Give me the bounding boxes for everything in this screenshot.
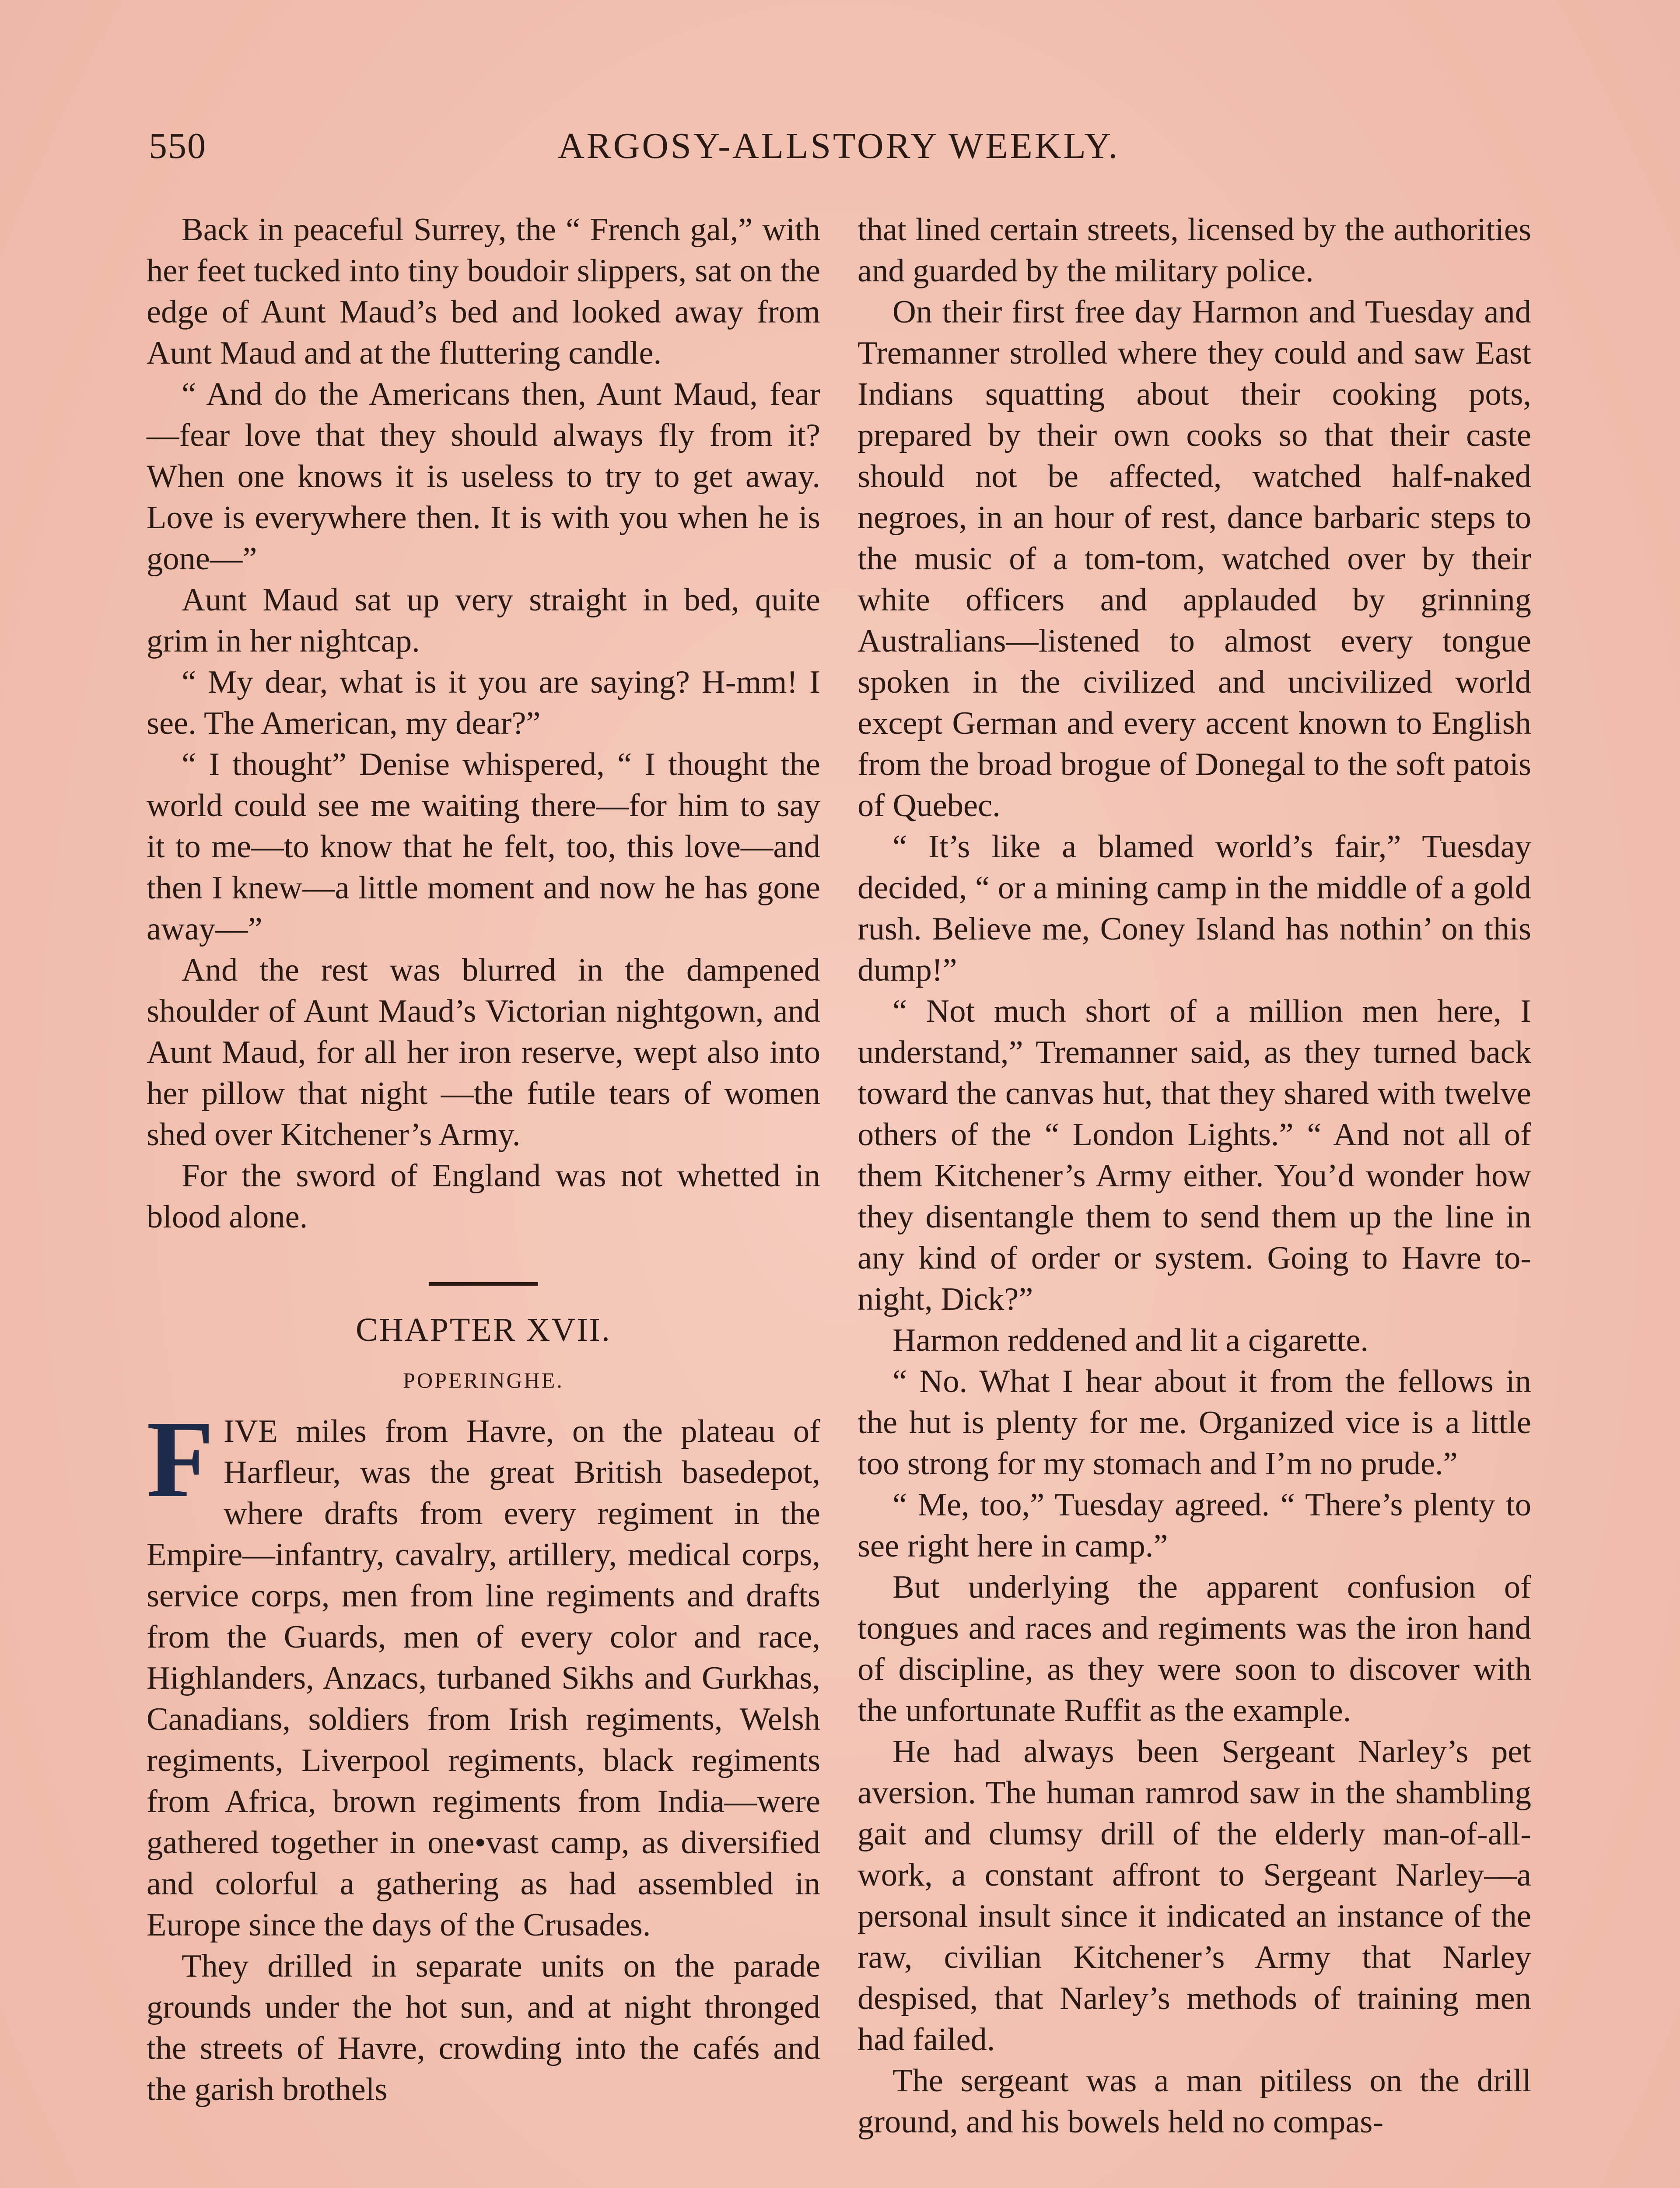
chapter-opening-paragraph — [147, 1398, 820, 1946]
paragraph: For the sword of England was not whetted in blood alone. — [147, 1158, 820, 1235]
paragraph: But underlying the apparent confusion of tongues and races and regiments was the iron hand of discipline, as they were soon to discover with the unfortunate Ruffit as the example. — [858, 1569, 1531, 1729]
chapter-opening-text: IVE miles from Havre, on the plateau of Harfleur, was the great British basedepot, where drafts from every regiment in the Empire—infantry, cavalry, artillery, medical corps, service corps, men from line regiments and drafts from the Guards, men of every color and race, Highlanders, Anzacs, turbaned Sikhs and Gurkhas, Canadians, soldiers from Irish regiments, Welsh regiments, Liverpool regiments, black regiments from Africa, brown regiments from India—were gathered together in one•vast camp, as diversified and colorful a gathering as had assembled in Europe since the days of the Crusades. — [147, 1413, 820, 1943]
paragraph: “ My dear, what is it you are saying? H-mm! I see. The American, my dear?” — [147, 664, 820, 741]
chapter-divider-rule — [429, 1282, 538, 1286]
left-column — [147, 209, 820, 2110]
paragraph: He had always been Sergeant Narley’s pet aversion. The human ramrod saw in the shambling gait and clumsy drill of the elderly man-of-all-work, a constant affront to Sergeant Narley—a personal insult since it indicated an instance of the raw, civilian Kitchener’s Army that Narley despised, that Narley’s methods of training men had failed. — [858, 1734, 1531, 2058]
running-title: ARGOSY-ALLSTORY WEEKLY. — [558, 126, 1120, 166]
paragraph: And the rest was blurred in the dampened shoulder of Aunt Maud’s Victorian nightgown, and Aunt Maud, for all her iron reserve, wept also into her pillow that night —the futile tears of women shed over Kitchener’s Army. — [147, 952, 820, 1153]
paragraph: “ I thought” Denise whispered, “ I thought the world could see me waiting there—for him to say it to me—to know that he felt, too, this love—and then I knew—a little moment and now he has gone away—” — [147, 747, 820, 947]
paragraph: Harmon reddened and lit a cigarette. — [892, 1322, 1369, 1358]
paragraph: “ Me, too,” Tuesday agreed. “ There’s plenty to see right here in camp.” — [858, 1487, 1531, 1564]
paragraph: “ And do the Americans then, Aunt Maud, fear—fear love that they should always fly from it? When one knows it is useless to try to get away. Love is everywhere then. It is with you when he is gone—” — [147, 376, 820, 577]
paragraph: “ No. What I hear about it from the fellows in the hut is plenty for me. Organized vice is a little too strong for my stomach and I’m no prude.” — [858, 1364, 1531, 1482]
paragraph: On their first free day Harmon and Tuesday and Tremanner strolled where they could and saw East Indians squatting about their cooking pots, prepared by their own cooks so that their caste should not be affected, watched half-naked negroes, in an hour of rest, dance barbaric steps to the music of a tom-tom, watched over by their white officers and applauded by grinning Australians—listened to almost every tongue spoken in the civilized and uncivilized world except German and every accent known to English from the broad brogue of Donegal to the soft patois of Quebec. — [858, 294, 1531, 824]
paragraph: The sergeant was a man pitiless on the drill ground, and his bowels held no compas- — [858, 2063, 1531, 2140]
drop-cap: F — [147, 1398, 214, 1520]
paragraph: Back in peaceful Surrey, the “ French gal,” with her feet tucked into tiny boudoir slippers, sat on the edge of Aunt Maud’s bed and looked away from Aunt Maud and at the fluttering candle. — [147, 212, 820, 371]
right-column — [858, 209, 1531, 2142]
paragraph: They drilled in separate units on the parade grounds under the hot sun, and at night thronged the streets of Havre, crowding into the cafés and the garish brothels — [147, 1948, 820, 2107]
page-header — [149, 125, 1549, 173]
paragraph: “ It’s like a blamed world’s fair,” Tuesday decided, “ or a mining camp in the middle of a gold rush. Believe me, Coney Island has nothin’ on this dump!” — [858, 829, 1531, 988]
chapter-subtitle: POPERINGHE. — [403, 1368, 564, 1392]
chapter-title: CHAPTER XVII. — [356, 1311, 611, 1348]
paragraph-continuation: that lined certain streets, licensed by the authorities and guarded by the military police. — [858, 212, 1531, 289]
page-number: 550 — [149, 126, 206, 166]
paragraph: Aunt Maud sat up very straight in bed, quite grim in her nightcap. — [147, 582, 820, 659]
paragraph: “ Not much short of a million men here, I understand,” Tremanner said, as they turned back toward the canvas hut, that they shared with twelve others of the “ London Lights.” “ And not all of them Kitchener’s Army either. You’d wonder how they disentangle them to send them up the line in any kind of order or system. Going to Havre to-night, Dick?” — [858, 993, 1531, 1317]
